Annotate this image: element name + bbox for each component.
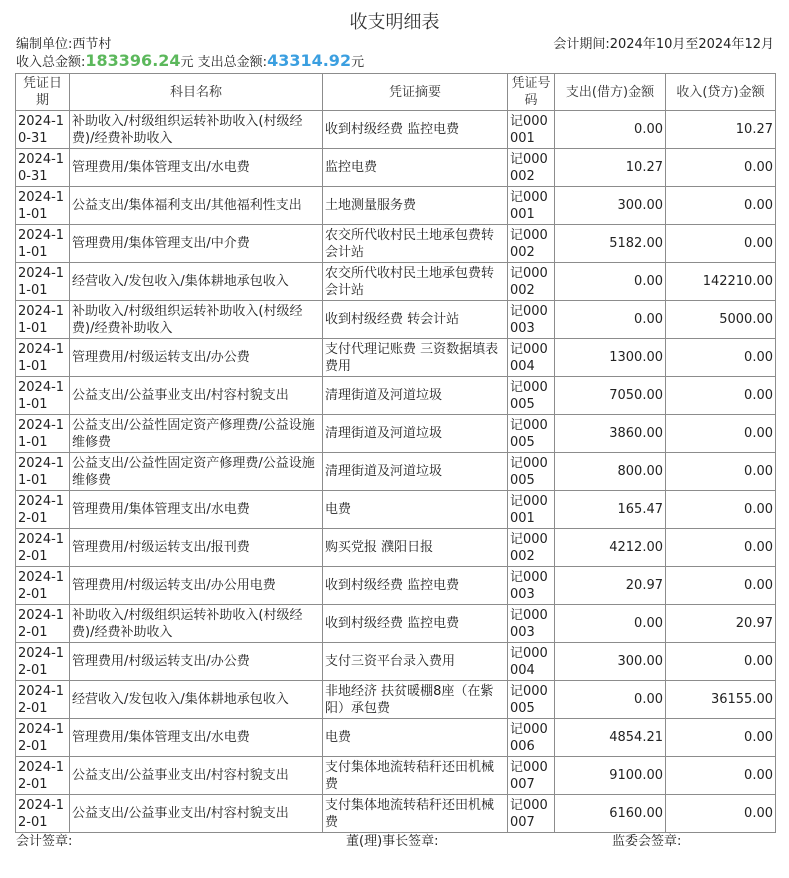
voucher-code-cell: 记000003 bbox=[508, 301, 555, 339]
credit-amount-cell: 0.00 bbox=[666, 719, 776, 757]
income-unit: 元 bbox=[180, 54, 194, 70]
summary-cell: 支付集体地流转秸秆还田机械费 bbox=[323, 757, 508, 795]
debit-amount-cell: 20.97 bbox=[555, 567, 666, 605]
debit-amount-cell: 0.00 bbox=[555, 681, 666, 719]
unit-value: 西节村 bbox=[72, 36, 112, 52]
subject-cell: 补助收入/村级组织运转补助收入(村级经费)/经费补助收入 bbox=[70, 301, 323, 339]
summary-cell: 农交所代收村民土地承包费转会计站 bbox=[323, 263, 508, 301]
voucher-code-cell: 记000002 bbox=[508, 263, 555, 301]
table-row bbox=[16, 415, 776, 453]
header-credit: 收入(贷方)金额 bbox=[666, 74, 776, 111]
voucher-code-cell: 记000005 bbox=[508, 415, 555, 453]
voucher-code-cell: 记000005 bbox=[508, 377, 555, 415]
voucher-code-cell: 记000001 bbox=[508, 111, 555, 149]
subject-cell: 管理费用/集体管理支出/中介费 bbox=[70, 225, 323, 263]
credit-amount-cell: 0.00 bbox=[666, 415, 776, 453]
voucher-code-cell: 记000003 bbox=[508, 567, 555, 605]
income-total-label: 收入总金额: bbox=[16, 54, 86, 70]
table-row bbox=[16, 263, 776, 301]
subject-cell: 补助收入/村级组织运转补助收入(村级经费)/经费补助收入 bbox=[70, 605, 323, 643]
credit-amount-cell: 10.27 bbox=[666, 111, 776, 149]
date-cell: 2024-11-01 bbox=[16, 415, 70, 453]
debit-amount-cell: 3860.00 bbox=[555, 415, 666, 453]
debit-amount-cell: 4212.00 bbox=[555, 529, 666, 567]
subject-cell: 公益支出/公益事业支出/村容村貌支出 bbox=[70, 757, 323, 795]
subject-cell: 公益支出/公益事业支出/村容村貌支出 bbox=[70, 377, 323, 415]
date-cell: 2024-11-01 bbox=[16, 453, 70, 491]
date-cell: 2024-10-31 bbox=[16, 149, 70, 187]
date-cell: 2024-11-01 bbox=[16, 377, 70, 415]
summary-cell: 土地测量服务费 bbox=[323, 187, 508, 225]
debit-amount-cell: 10.27 bbox=[555, 149, 666, 187]
subject-cell: 管理费用/村级运转支出/办公用电费 bbox=[70, 567, 323, 605]
summary-cell: 收到村级经费 转会计站 bbox=[323, 301, 508, 339]
ledger-table bbox=[15, 73, 776, 833]
summary-cell: 收到村级经费 监控电费 bbox=[323, 111, 508, 149]
date-cell: 2024-11-01 bbox=[16, 263, 70, 301]
header-debit: 支出(借方)金额 bbox=[555, 74, 666, 111]
summary-cell: 电费 bbox=[323, 491, 508, 529]
date-cell: 2024-12-01 bbox=[16, 795, 70, 833]
subject-cell: 管理费用/集体管理支出/水电费 bbox=[70, 491, 323, 529]
credit-amount-cell: 0.00 bbox=[666, 339, 776, 377]
voucher-code-cell: 记000004 bbox=[508, 643, 555, 681]
voucher-code-cell: 记000002 bbox=[508, 529, 555, 567]
table-row bbox=[16, 719, 776, 757]
credit-amount-cell: 0.00 bbox=[666, 187, 776, 225]
totals-row bbox=[16, 51, 774, 69]
header-subject: 科目名称 bbox=[70, 74, 323, 111]
table-row bbox=[16, 681, 776, 719]
voucher-code-cell: 记000002 bbox=[508, 149, 555, 187]
summary-cell: 支付三资平台录入费用 bbox=[323, 643, 508, 681]
voucher-code-cell: 记000007 bbox=[508, 795, 555, 833]
debit-amount-cell: 9100.00 bbox=[555, 757, 666, 795]
subject-cell: 管理费用/村级运转支出/报刊费 bbox=[70, 529, 323, 567]
table-row bbox=[16, 187, 776, 225]
signature-footer bbox=[16, 830, 716, 848]
expense-unit: 元 bbox=[351, 54, 365, 70]
date-cell: 2024-12-01 bbox=[16, 643, 70, 681]
header-date: 凭证日期 bbox=[16, 74, 70, 111]
voucher-code-cell: 记000006 bbox=[508, 719, 555, 757]
credit-amount-cell: 36155.00 bbox=[666, 681, 776, 719]
income-total-value: 183396.24 bbox=[85, 50, 181, 70]
date-cell: 2024-12-01 bbox=[16, 757, 70, 795]
date-cell: 2024-12-01 bbox=[16, 605, 70, 643]
voucher-code-cell: 记000005 bbox=[508, 453, 555, 491]
subject-cell: 公益支出/集体福利支出/其他福利性支出 bbox=[70, 187, 323, 225]
summary-cell: 清理街道及河道垃圾 bbox=[323, 415, 508, 453]
subject-cell: 管理费用/集体管理支出/水电费 bbox=[70, 149, 323, 187]
debit-amount-cell: 165.47 bbox=[555, 491, 666, 529]
voucher-code-cell: 记000004 bbox=[508, 339, 555, 377]
table-header-row bbox=[16, 74, 776, 111]
debit-amount-cell: 0.00 bbox=[555, 111, 666, 149]
voucher-code-cell: 记000005 bbox=[508, 681, 555, 719]
credit-amount-cell: 0.00 bbox=[666, 491, 776, 529]
voucher-code-cell: 记000001 bbox=[508, 187, 555, 225]
chairman-signature-label: 董(理)事长签章: bbox=[346, 834, 439, 849]
table-row bbox=[16, 567, 776, 605]
table-row bbox=[16, 301, 776, 339]
summary-cell: 收到村级经费 监控电费 bbox=[323, 567, 508, 605]
subject-cell: 管理费用/村级运转支出/办公费 bbox=[70, 339, 323, 377]
credit-amount-cell: 20.97 bbox=[666, 605, 776, 643]
table-row bbox=[16, 377, 776, 415]
report-meta bbox=[16, 33, 774, 51]
table-row bbox=[16, 149, 776, 187]
subject-cell: 管理费用/集体管理支出/水电费 bbox=[70, 719, 323, 757]
page-title: 收支明细表 bbox=[349, 12, 440, 33]
period-value: 2024年10月至2024年12月 bbox=[609, 36, 774, 52]
credit-amount-cell: 0.00 bbox=[666, 643, 776, 681]
subject-cell: 经营收入/发包收入/集体耕地承包收入 bbox=[70, 681, 323, 719]
credit-amount-cell: 0.00 bbox=[666, 377, 776, 415]
header-code: 凭证号码 bbox=[508, 74, 555, 111]
date-cell: 2024-10-31 bbox=[16, 111, 70, 149]
credit-amount-cell: 0.00 bbox=[666, 795, 776, 833]
subject-cell: 公益支出/公益性固定资产修理费/公益设施维修费 bbox=[70, 453, 323, 491]
summary-cell: 监控电费 bbox=[323, 149, 508, 187]
date-cell: 2024-12-01 bbox=[16, 719, 70, 757]
date-cell: 2024-11-01 bbox=[16, 301, 70, 339]
voucher-code-cell: 记000007 bbox=[508, 757, 555, 795]
debit-amount-cell: 7050.00 bbox=[555, 377, 666, 415]
date-cell: 2024-12-01 bbox=[16, 567, 70, 605]
voucher-code-cell: 记000003 bbox=[508, 605, 555, 643]
credit-amount-cell: 0.00 bbox=[666, 757, 776, 795]
debit-amount-cell: 0.00 bbox=[555, 301, 666, 339]
summary-cell: 收到村级经费 监控电费 bbox=[323, 605, 508, 643]
debit-amount-cell: 800.00 bbox=[555, 453, 666, 491]
table-row bbox=[16, 453, 776, 491]
subject-cell: 公益支出/公益事业支出/村容村貌支出 bbox=[70, 795, 323, 833]
summary-cell: 支付代理记账费 三资数据填表费用 bbox=[323, 339, 508, 377]
summary-cell: 非地经济 扶贫暖棚8座（在紫阳）承包费 bbox=[323, 681, 508, 719]
summary-cell: 清理街道及河道垃圾 bbox=[323, 377, 508, 415]
table-row bbox=[16, 757, 776, 795]
credit-amount-cell: 142210.00 bbox=[666, 263, 776, 301]
table-row bbox=[16, 225, 776, 263]
period-info bbox=[553, 33, 774, 52]
voucher-code-cell: 记000002 bbox=[508, 225, 555, 263]
debit-amount-cell: 1300.00 bbox=[555, 339, 666, 377]
debit-amount-cell: 0.00 bbox=[555, 605, 666, 643]
subject-cell: 管理费用/村级运转支出/办公费 bbox=[70, 643, 323, 681]
table-row bbox=[16, 529, 776, 567]
date-cell: 2024-11-01 bbox=[16, 339, 70, 377]
date-cell: 2024-11-01 bbox=[16, 225, 70, 263]
table-row bbox=[16, 605, 776, 643]
unit-label: 编制单位: bbox=[16, 36, 73, 52]
date-cell: 2024-12-01 bbox=[16, 529, 70, 567]
accountant-signature-label: 会计签章: bbox=[16, 834, 73, 849]
debit-amount-cell: 4854.21 bbox=[555, 719, 666, 757]
header-summary: 凭证摘要 bbox=[323, 74, 508, 111]
date-cell: 2024-11-01 bbox=[16, 187, 70, 225]
credit-amount-cell: 0.00 bbox=[666, 225, 776, 263]
credit-amount-cell: 0.00 bbox=[666, 529, 776, 567]
expense-total-label: 支出总金额: bbox=[193, 54, 268, 70]
voucher-code-cell: 记000001 bbox=[508, 491, 555, 529]
unit-info bbox=[16, 33, 111, 52]
debit-amount-cell: 300.00 bbox=[555, 643, 666, 681]
expense-total-value: 43314.92 bbox=[267, 50, 352, 70]
table-row bbox=[16, 795, 776, 833]
supervisor-signature-label: 监委会签章: bbox=[612, 834, 682, 849]
credit-amount-cell: 0.00 bbox=[666, 453, 776, 491]
summary-cell: 购买党报 濮阳日报 bbox=[323, 529, 508, 567]
debit-amount-cell: 5182.00 bbox=[555, 225, 666, 263]
subject-cell: 公益支出/公益性固定资产修理费/公益设施维修费 bbox=[70, 415, 323, 453]
credit-amount-cell: 0.00 bbox=[666, 149, 776, 187]
debit-amount-cell: 0.00 bbox=[555, 263, 666, 301]
summary-cell: 清理街道及河道垃圾 bbox=[323, 453, 508, 491]
date-cell: 2024-12-01 bbox=[16, 681, 70, 719]
summary-cell: 支付集体地流转秸秆还田机械费 bbox=[323, 795, 508, 833]
subject-cell: 补助收入/村级组织运转补助收入(村级经费)/经费补助收入 bbox=[70, 111, 323, 149]
credit-amount-cell: 0.00 bbox=[666, 567, 776, 605]
credit-amount-cell: 5000.00 bbox=[666, 301, 776, 339]
table-row bbox=[16, 339, 776, 377]
date-cell: 2024-12-01 bbox=[16, 491, 70, 529]
debit-amount-cell: 300.00 bbox=[555, 187, 666, 225]
table-row bbox=[16, 643, 776, 681]
period-label: 会计期间: bbox=[553, 36, 610, 52]
table-row bbox=[16, 111, 776, 149]
summary-cell: 农交所代收村民土地承包费转会计站 bbox=[323, 225, 508, 263]
table-row bbox=[16, 491, 776, 529]
summary-cell: 电费 bbox=[323, 719, 508, 757]
subject-cell: 经营收入/发包收入/集体耕地承包收入 bbox=[70, 263, 323, 301]
debit-amount-cell: 6160.00 bbox=[555, 795, 666, 833]
